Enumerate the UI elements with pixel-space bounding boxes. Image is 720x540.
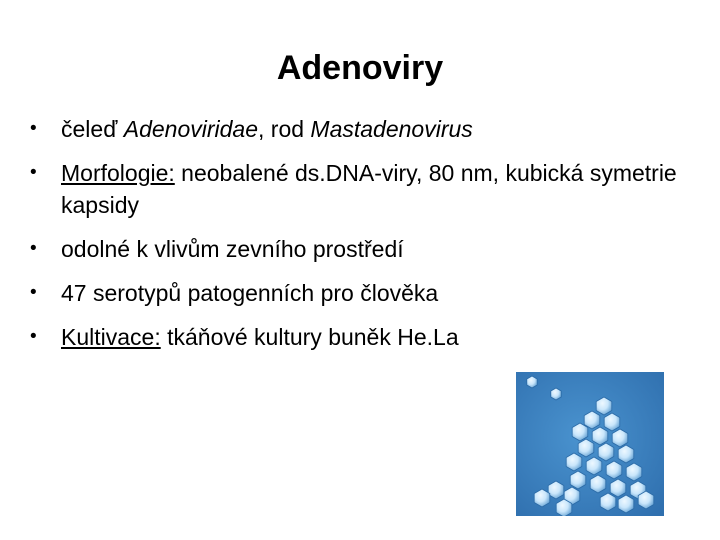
virus-particle xyxy=(566,453,582,471)
virus-particle xyxy=(618,495,634,513)
adenovirus-micrograph xyxy=(516,372,664,516)
bullet-text: tkáňové kultury buněk He.La xyxy=(160,324,459,350)
bullet-list xyxy=(30,113,690,365)
bullet-dot: • xyxy=(30,326,37,347)
family-name: Adenoviridae xyxy=(123,116,258,142)
virus-particle xyxy=(610,479,626,497)
virus-particle xyxy=(548,481,564,499)
virus-particle xyxy=(584,411,600,429)
bullet-text: , rod xyxy=(258,116,311,142)
virus-particle xyxy=(592,427,608,445)
virus-particle xyxy=(590,475,606,493)
bullet-dot: • xyxy=(30,238,37,259)
slide-title: Adenoviry xyxy=(276,49,444,87)
virus-particle xyxy=(534,489,550,507)
bullet-dot: • xyxy=(30,162,37,183)
bullet-text: odolné k vlivům zevního prostředí xyxy=(61,236,404,262)
virus-particle xyxy=(551,388,561,400)
bullet-dot: • xyxy=(30,282,37,303)
virus-particle xyxy=(612,429,628,447)
bullet-resistance xyxy=(30,233,690,265)
bullet-family xyxy=(30,113,690,145)
bullet-text: 47 serotypů patogenních pro člověka xyxy=(61,280,439,306)
bullet-dot: • xyxy=(30,118,37,139)
bullet-text: neobalené ds.DNA-viry, 80 nm, kubická symetrie kapsidy xyxy=(61,160,677,218)
micrograph-image xyxy=(516,372,664,516)
bullet-morphology xyxy=(30,157,690,221)
virus-particle xyxy=(578,439,594,457)
virus-particle xyxy=(618,445,634,463)
virus-particle xyxy=(604,413,620,431)
virus-particle xyxy=(638,491,654,509)
morphology-label: Morfologie: xyxy=(61,160,175,186)
cultivation-label: Kultivace: xyxy=(61,324,161,350)
virus-particle xyxy=(600,493,616,511)
bullet-cultivation xyxy=(30,321,690,353)
genus-name: Mastadenovirus xyxy=(310,116,473,142)
bullet-serotypes xyxy=(30,277,690,309)
virus-particle xyxy=(626,463,642,481)
virus-particle xyxy=(606,461,622,479)
virus-particle xyxy=(586,457,602,475)
virus-particle xyxy=(572,423,588,441)
virus-particle xyxy=(570,471,586,489)
virus-particle xyxy=(598,443,614,461)
virus-particle xyxy=(527,376,537,388)
virus-particle xyxy=(596,397,612,415)
bullet-text: čeleď xyxy=(61,116,124,142)
